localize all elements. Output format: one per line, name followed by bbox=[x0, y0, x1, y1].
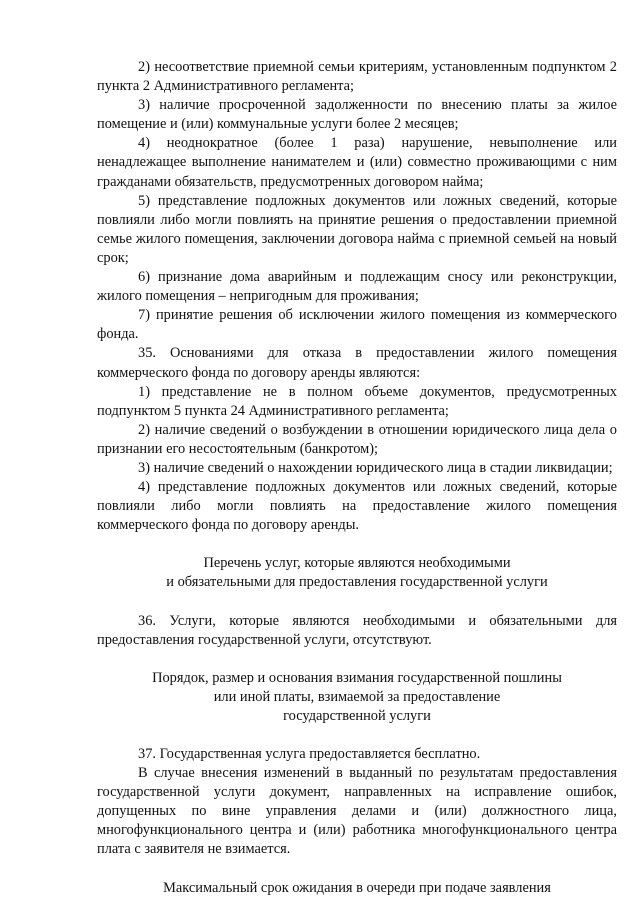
paragraph-35: 35. Основаниями для отказа в предоставлении жилого помещения коммерческого фонда по договору аренды являются: bbox=[97, 345, 617, 381]
document-page bbox=[97, 58, 617, 898]
paragraph-35-item-1: 1) представление не в полном объеме документов, предусмотренных подпунктом 5 пункта 24 Административного регламента; bbox=[97, 383, 617, 419]
paragraph-35-item-2: 2) наличие сведений о возбуждении в отношении юридического лица дела о признании его несостоятельным (банкротом); bbox=[97, 421, 617, 457]
section-spacer bbox=[97, 593, 617, 612]
paragraph-37: 37. Государственная услуга предоставляется бесплатно. bbox=[138, 746, 481, 762]
heading-line: или иной платы, взимаемой за предоставление bbox=[213, 688, 501, 705]
paragraph-34-item-5: 5) представление подложных документов или ложных сведений, которые повлияли либо могли повлиять на принятие решения о предоставлении приемной семье жилого помещения, заключении договора найма с приемной семьей на новый срок; bbox=[97, 192, 617, 266]
heading-line: Максимальный срок ожидания в очереди при подаче заявления bbox=[163, 879, 551, 896]
section-spacer bbox=[97, 535, 617, 554]
heading-line: и обязательными для предоставления государственной услуги bbox=[166, 574, 548, 591]
paragraph-37-note: В случае внесения изменений в выданный по результатам предоставления государственной услуги документ, направленных на исправление ошибок, допущенных по вине управления делами и (или) должностного лица, многофункционального центра и (или) работника многофункционального центра плата с заявителя не взимается. bbox=[97, 765, 617, 858]
paragraph-34-item-7: 7) принятие решения об исключении жилого помещения из коммерческого фонда. bbox=[97, 307, 617, 343]
paragraph-34-item-3: 3) наличие просроченной задолженности по внесению платы за жилое помещение и (или) коммунальные услуги более 2 месяцев; bbox=[97, 97, 617, 133]
paragraph-35-item-3: 3) наличие сведений о нахождении юридического лица в стадии ликвидации; bbox=[138, 459, 613, 476]
paragraph-36: 36. Услуги, которые являются необходимыми и обязательными для предоставления государственной услуги, отсутствуют. bbox=[97, 612, 617, 648]
section-heading-fee bbox=[97, 669, 617, 726]
paragraph-34-item-2: 2) несоответствие приемной семьи критериям, установленным подпунктом 2 пункта 2 Административного регламента; bbox=[97, 59, 617, 95]
section-heading-services bbox=[97, 554, 617, 592]
section-heading-queue bbox=[97, 879, 617, 898]
paragraph-34-item-6: 6) признание дома аварийным и подлежащим сносу или реконструкции, жилого помещения – непригодным для проживания; bbox=[97, 269, 617, 305]
section-spacer bbox=[97, 860, 617, 879]
paragraph-34-item-4: 4) неоднократное (более 1 раза) нарушение, невыполнение или ненадлежащее выполнение нанимателем и (или) совместно проживающими с ним гражданами обязательств, предусмотренных договором найма; bbox=[97, 135, 617, 190]
section-spacer bbox=[97, 726, 617, 745]
heading-line: государственной услуги bbox=[283, 707, 431, 724]
paragraph-35-item-4: 4) представление подложных документов или ложных сведений, которые повлияли либо могли повлиять на предоставление жилого помещения коммерческого фонда по договору аренды. bbox=[97, 479, 617, 534]
heading-line: Перечень услуг, которые являются необходимыми bbox=[203, 555, 511, 572]
section-spacer bbox=[97, 650, 617, 669]
heading-line: Порядок, размер и основания взимания государственной пошлины bbox=[152, 669, 562, 686]
